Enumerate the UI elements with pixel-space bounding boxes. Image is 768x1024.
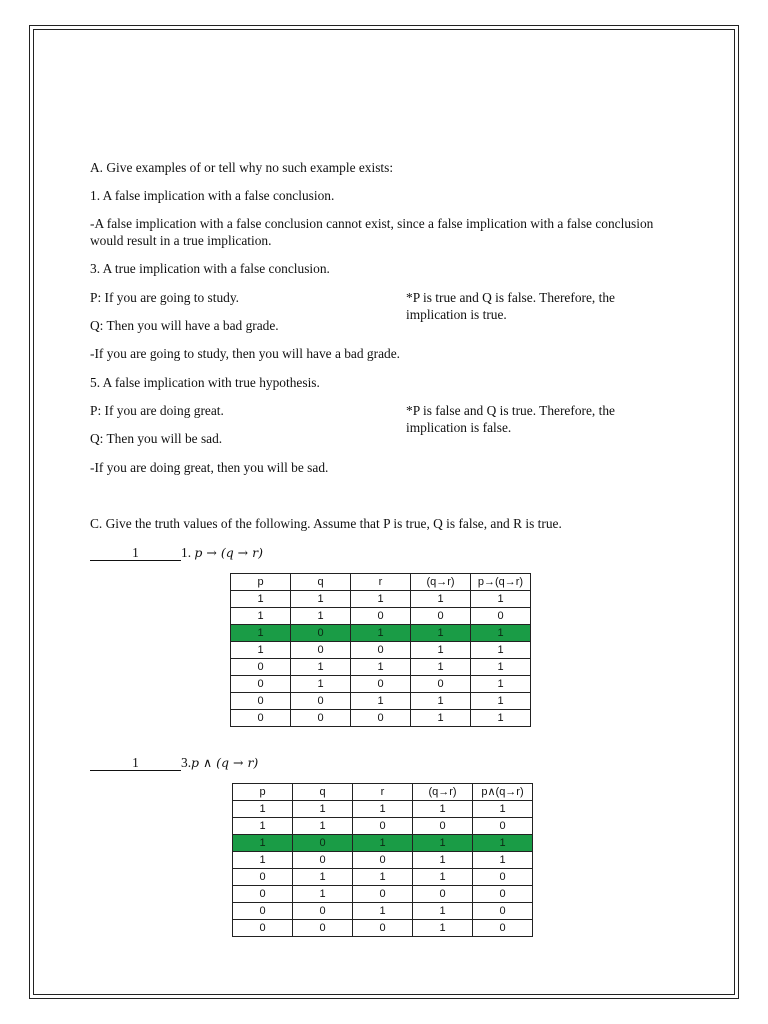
table-cell: 1 — [411, 642, 471, 659]
table-cell: 1 — [413, 835, 473, 852]
table-row — [233, 852, 533, 869]
table-row — [231, 693, 531, 710]
table-cell: 1 — [411, 591, 471, 608]
item-3-answer-blank: 1 — [90, 756, 181, 771]
item-1-label: 1. — [181, 545, 195, 560]
table-cell: 1 — [471, 659, 531, 676]
table-cell: 1 — [233, 801, 293, 818]
table-cell: 1 — [353, 869, 413, 886]
table-header-cell: p∧(q→r) — [473, 784, 533, 801]
table-cell: 1 — [233, 852, 293, 869]
table-cell: 0 — [473, 903, 533, 920]
table-row — [233, 903, 533, 920]
question-5-q: Q: Then you will be sad. — [90, 431, 223, 446]
table-cell: 0 — [353, 920, 413, 937]
table-row — [233, 818, 533, 835]
table-cell: 1 — [413, 920, 473, 937]
table-cell: 1 — [231, 642, 291, 659]
table-row-highlighted — [233, 835, 533, 852]
table-cell: 0 — [291, 642, 351, 659]
table-cell: 0 — [351, 710, 411, 727]
table-cell: 0 — [351, 608, 411, 625]
table-cell: 0 — [353, 818, 413, 835]
table-cell: 1 — [351, 693, 411, 710]
question-5-note: *P is false and Q is true. Therefore, the implication is false. — [406, 403, 615, 435]
item-1-formula: p → (q → r) — [194, 545, 263, 560]
table-cell: 1 — [471, 642, 531, 659]
table-header-cell: r — [351, 574, 411, 591]
question-5-p: P: If you are doing great. — [90, 403, 224, 418]
question-3: 3. A true implication with a false conclusion. — [90, 261, 330, 276]
table-cell: 1 — [353, 903, 413, 920]
table-row — [231, 591, 531, 608]
question-3-p: P: If you are going to study. — [90, 290, 240, 305]
truth-table-3 — [232, 783, 533, 937]
table-row — [233, 886, 533, 903]
truth-table-1 — [230, 573, 531, 727]
table-cell: 1 — [353, 835, 413, 852]
table-cell: 0 — [293, 903, 353, 920]
table-cell: 0 — [231, 710, 291, 727]
table-cell: 0 — [233, 886, 293, 903]
table-row — [233, 920, 533, 937]
table-row — [231, 608, 531, 625]
table-header-cell: q — [291, 574, 351, 591]
table-cell: 1 — [231, 625, 291, 642]
table-cell: 0 — [231, 676, 291, 693]
table-cell: 0 — [473, 869, 533, 886]
table-cell: 1 — [233, 818, 293, 835]
table-row — [233, 801, 533, 818]
table-row — [233, 869, 533, 886]
table-header-cell: (q→r) — [413, 784, 473, 801]
table-cell: 1 — [411, 659, 471, 676]
table-cell: 0 — [413, 886, 473, 903]
table-header-row — [231, 574, 531, 591]
table-cell: 0 — [291, 693, 351, 710]
table-cell: 0 — [231, 659, 291, 676]
item-1-row — [90, 544, 263, 561]
table-cell: 0 — [473, 886, 533, 903]
question-3-answer: -If you are going to study, then you will have a bad grade. — [90, 346, 401, 361]
table-cell: 0 — [353, 852, 413, 869]
table-header-cell: p — [233, 784, 293, 801]
table-header-cell: (q→r) — [411, 574, 471, 591]
table-cell: 1 — [411, 693, 471, 710]
table-cell: 0 — [471, 608, 531, 625]
table-cell: 1 — [471, 591, 531, 608]
table-cell: 1 — [413, 852, 473, 869]
table-cell: 0 — [293, 852, 353, 869]
table-row — [231, 676, 531, 693]
table-cell: 1 — [353, 801, 413, 818]
question-5-answer: -If you are doing great, then you will be sad. — [90, 460, 329, 475]
item-3-label: 3. — [181, 755, 192, 770]
table-cell: 1 — [413, 801, 473, 818]
table-cell: 1 — [233, 835, 293, 852]
table-header-cell: q — [293, 784, 353, 801]
table-cell: 1 — [471, 710, 531, 727]
section-c-heading: C. Give the truth values of the following. Assume that P is true, Q is false, and R is true. — [90, 516, 562, 531]
table-cell: 0 — [411, 676, 471, 693]
table-cell: 0 — [231, 693, 291, 710]
question-3-q: Q: Then you will have a bad grade. — [90, 318, 279, 333]
table-cell: 0 — [291, 625, 351, 642]
table-cell: 0 — [473, 920, 533, 937]
table-cell: 1 — [351, 591, 411, 608]
table-cell: 0 — [473, 818, 533, 835]
table-header-cell: p — [231, 574, 291, 591]
table-cell: 1 — [473, 835, 533, 852]
table-cell: 0 — [293, 835, 353, 852]
item-1-answer-blank: 1 — [90, 546, 181, 561]
table-header-cell: p→(q→r) — [471, 574, 531, 591]
table-cell: 1 — [293, 869, 353, 886]
table-header-row — [233, 784, 533, 801]
table-row — [231, 710, 531, 727]
table-cell: 0 — [233, 903, 293, 920]
table-cell: 1 — [413, 903, 473, 920]
table-cell: 0 — [293, 920, 353, 937]
table-cell: 0 — [233, 920, 293, 937]
question-1: 1. A false implication with a false conclusion. — [90, 188, 335, 203]
table-row — [231, 642, 531, 659]
table-header-cell: r — [353, 784, 413, 801]
table-cell: 1 — [473, 852, 533, 869]
section-a-heading: A. Give examples of or tell why no such example exists: — [90, 160, 394, 175]
table-cell: 0 — [233, 869, 293, 886]
table-cell: 1 — [473, 801, 533, 818]
table-cell: 0 — [351, 676, 411, 693]
table-cell: 0 — [411, 608, 471, 625]
table-cell: 0 — [291, 710, 351, 727]
table-cell: 1 — [291, 659, 351, 676]
table-cell: 1 — [471, 693, 531, 710]
table-cell: 1 — [291, 608, 351, 625]
table-cell: 1 — [351, 659, 411, 676]
table-cell: 1 — [411, 625, 471, 642]
question-1-answer: -A false implication with a false conclusion cannot exist, since a false implication with a false conclusion would result in a true implication. — [90, 216, 654, 248]
table-cell: 1 — [471, 625, 531, 642]
table-cell: 1 — [291, 676, 351, 693]
table-row-highlighted — [231, 625, 531, 642]
item-3-row — [90, 754, 258, 771]
table-cell: 1 — [471, 676, 531, 693]
table-cell: 1 — [351, 625, 411, 642]
table-cell: 1 — [291, 591, 351, 608]
table-cell: 1 — [231, 591, 291, 608]
table-cell: 1 — [413, 869, 473, 886]
table-cell: 0 — [413, 818, 473, 835]
item-3-formula: p ∧ (q → r) — [191, 755, 259, 770]
table-cell: 1 — [293, 818, 353, 835]
question-3-note: *P is true and Q is false. Therefore, the implication is true. — [406, 290, 615, 322]
table-cell: 1 — [231, 608, 291, 625]
table-cell: 1 — [411, 710, 471, 727]
table-cell: 0 — [353, 886, 413, 903]
question-5: 5. A false implication with true hypothesis. — [90, 375, 320, 390]
table-row — [231, 659, 531, 676]
table-cell: 1 — [293, 886, 353, 903]
table-cell: 0 — [351, 642, 411, 659]
table-cell: 1 — [293, 801, 353, 818]
